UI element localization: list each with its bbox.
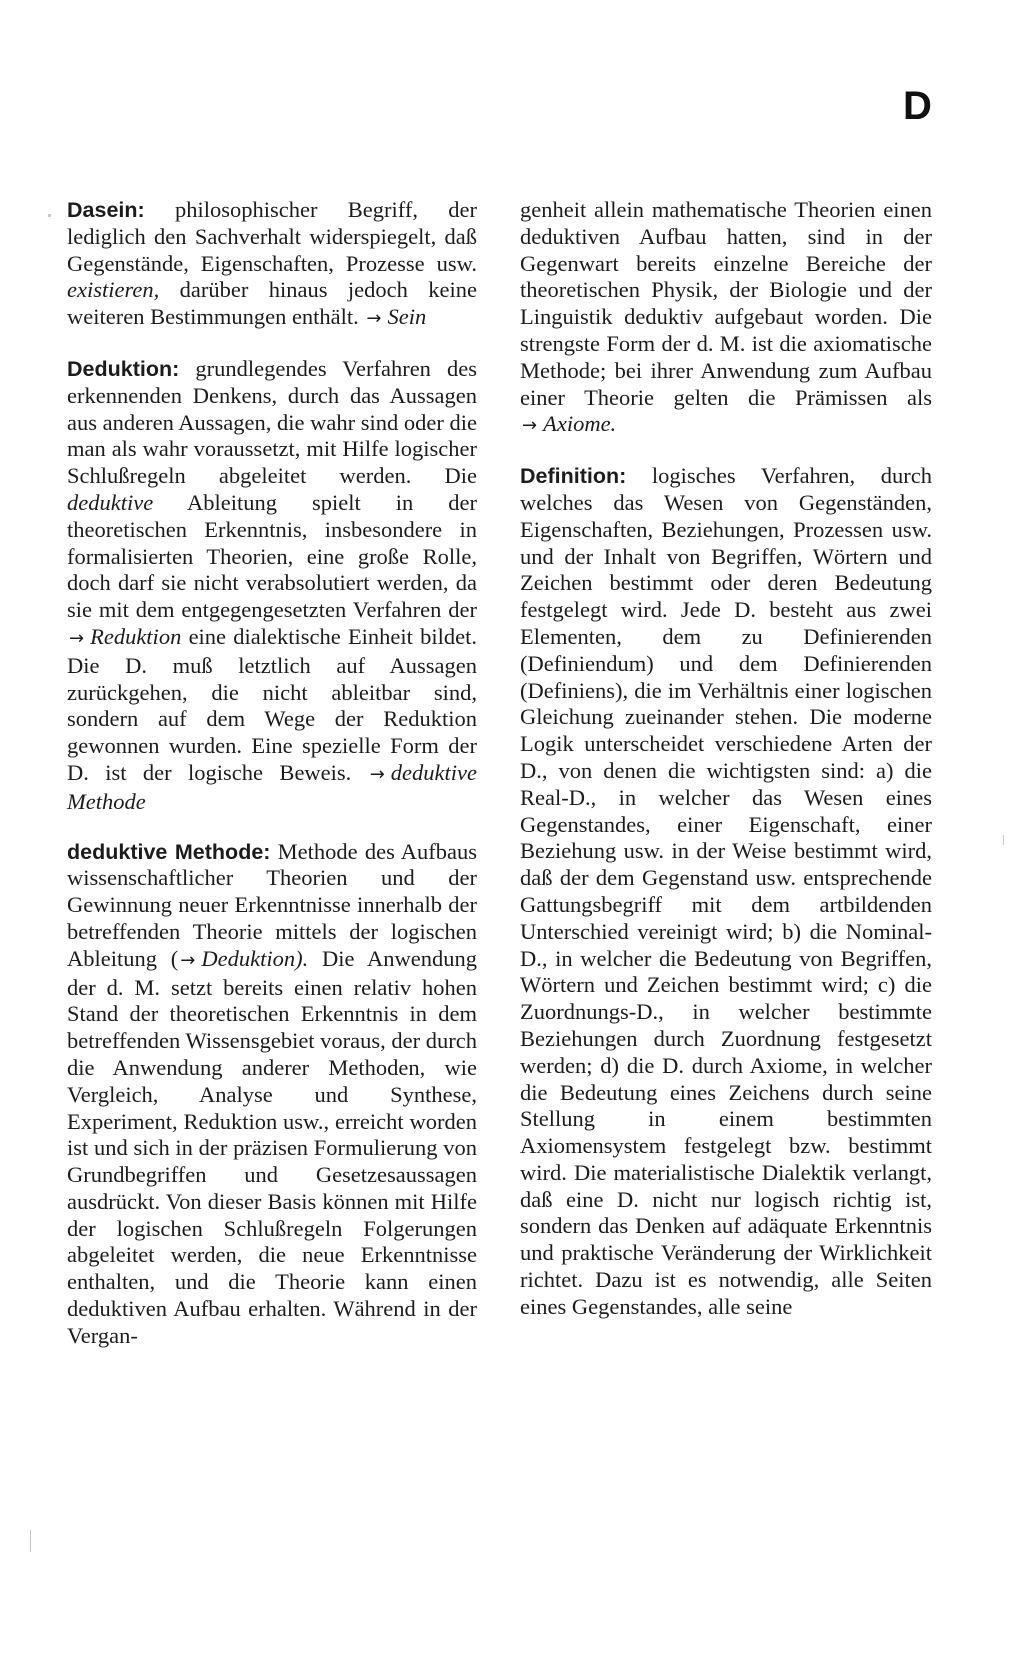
left-column: [67, 197, 477, 1350]
cross-reference-arrow-icon: →: [366, 308, 382, 330]
cross-reference-arrow-icon: →: [69, 627, 85, 649]
cross-reference: Sein: [387, 304, 427, 330]
entry-text: Ableitung spielt in der theoretischen Erkenntnis, insbesondere in formalisierten Theorien, eine große Rolle, doch darf sie nicht verabsolutiert werden, da sie mit dem entgegengesetzten Verfahren der: [67, 489, 477, 623]
cross-reference-arrow-icon: →: [369, 763, 385, 785]
entry-term: Definition:: [520, 464, 627, 489]
right-column: [520, 197, 932, 1321]
entry-deduktive-methode-continued: [520, 197, 932, 440]
cross-reference: Axiome.: [543, 411, 617, 437]
entry-text: Methode des Aufbaus wissenschaftlicher Theorien und der Gewinnung neuer Erkenntnisse innerhalb der betreffenden Theorie mittels der logischen Ableitung (: [67, 838, 478, 971]
scan-mark: [48, 214, 51, 217]
cross-reference-arrow-icon: →: [522, 415, 538, 437]
entry-deduktion: [67, 356, 477, 816]
entry-emphasis: existieren,: [67, 277, 160, 303]
entry-term: Deduktion:: [67, 356, 180, 381]
entry-text: Die Anwendung der d. M. setzt bereits einen relativ hohen Stand der theoretischen Erkenntnis in dem betreffenden Wissensgebiet voraus, der durch die Anwendung anderer Methoden, wie Vergleich, Analyse und Synthese, Experiment, Reduktion usw., erreicht worden ist und sich in der präzisen Formulierung von Grundbegriffen und Gesetzesaussagen ausdrückt. Von dieser Basis können mit Hilfe der logischen Schlußregeln Folgerungen abgeleitet werden, die neue Erkenntnisse enthalten, und die Theorie kann einen deduktiven Aufbau erhalten. Während in der Vergan-: [67, 945, 477, 1348]
cross-reference: deduktive Methode: [67, 759, 477, 814]
entry-text: genheit allein mathematische Theorien einen deduktiven Aufbau hatten, sind in der Gegenwart bereits einzelne Bereiche der theoretischen Physik, der Biologie und der Linguistik deduktiv aufgebaut worden. Die strengste Form der d. M. ist die axiomatische Methode; bei ihrer Anwendung zum Aufbau einer Theorie gelten die Prämissen als: [520, 197, 932, 410]
cross-reference: Reduktion: [90, 623, 182, 649]
entry-definition: [520, 463, 932, 1321]
entry-deduktive-methode: [67, 839, 477, 1350]
scan-mark: [30, 1530, 31, 1552]
entry-dasein: [67, 197, 477, 333]
cross-reference-arrow-icon: →: [180, 949, 196, 971]
entry-term: deduktive Methode:: [67, 839, 271, 864]
cross-reference: Deduktion).: [201, 945, 309, 971]
entry-text: logisches Verfahren, durch welches das Wesen von Gegenständen, Eigenschaften, Beziehungen, Prozessen usw. und der Inhalt von Begriffen, Wörtern und Zeichen bestimmt oder deren Bedeutung festgelegt wird. Jede D. besteht aus zwei Elementen, dem zu Definierenden (Definiendum) und dem Definierenden (Definiens), die im Verhältnis einer logischen Gleichung zueinander stehen. Die moderne Logik unterscheidet verschiedene Arten der D., von denen die wichtigsten sind: a) die Real-D., in welcher das Wesen eines Gegenstandes, einer Eigenschaft, einer Beziehung usw. in der Weise bestimmt wird, daß der dem Gegenstand usw. entsprechende Gattungsbegriff mit dem artbildenden Unterschied vereinigt wird; b) die Nominal-D., in welcher die Bedeutung von Begriffen, Wörtern und Zeichen bestimmt wird; c) die Zuordnungs-D., in welcher bestimmte Beziehungen durch Zuordnung festgesetzt werden; d) die D. durch Axiome, in welcher die Bedeutung eines Zeichens durch seine Stellung in einem bestimmten Axiomensystem festgelegt bzw. bestimmt wird. Die materialistische Dialektik verlangt, daß eine D. nicht nur logisch richtig ist, sondern das Denken auf adäquate Erkenntnis und praktische Veränderung der Wirklichkeit richtet. Dazu ist es notwendig, alle Seiten eines Gegenstandes, alle seine: [520, 463, 932, 1319]
entry-term: Dasein:: [67, 198, 145, 222]
scan-mark: [1003, 835, 1004, 845]
entry-emphasis: deduktive: [67, 489, 154, 515]
entry-text: philosophischer Begriff, der lediglich den Sachverhalt widerspiegelt, daß Gegenstände, Eigenschaften, Prozesse usw.: [67, 197, 478, 276]
entry-text: eine dialektische Einheit bildet. Die D. muß letztlich auf Aussagen zurückgehen, die nicht ableitbar sind, sondern auf dem Wege der Reduktion gewonnen wurden. Eine spezielle Form der D. ist der logische Beweis.: [67, 623, 478, 785]
section-letter: D: [903, 84, 932, 128]
entry-text: grundlegendes Verfahren des erkennenden Denkens, durch das Aussagen aus anderen Aussagen, die wahr sind oder die man als wahr voraussetzt, mit Hilfe logischer Schlußregeln abgeleitet werden. Die: [67, 355, 477, 489]
entry-text: darüber hinaus jedoch keine weiteren Bestimmungen enthält.: [67, 277, 478, 330]
